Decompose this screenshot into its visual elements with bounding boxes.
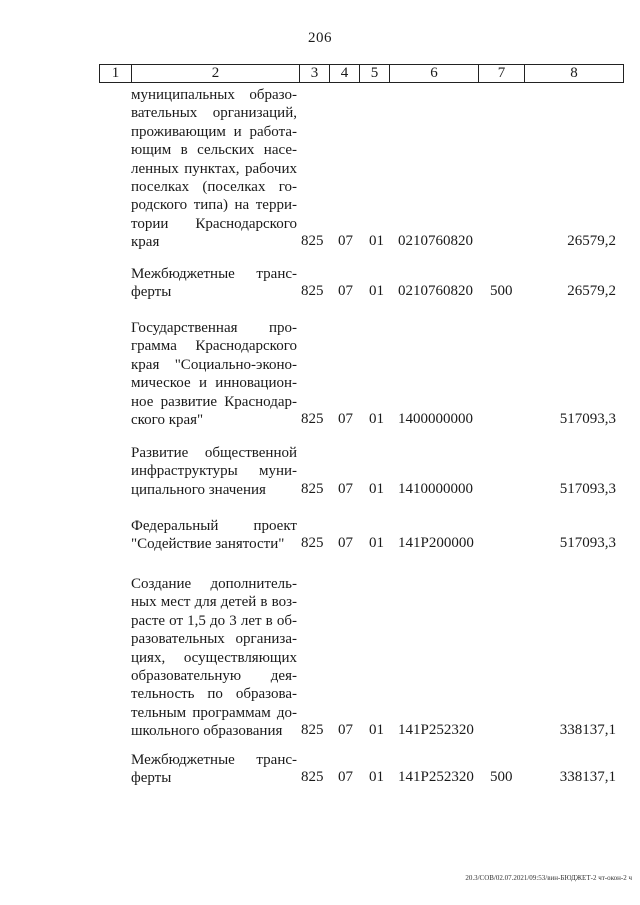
description-line: муниципальных образо-: [131, 87, 297, 103]
description-line: циях, осуществляющих: [131, 649, 297, 666]
description-line: Межбюджетные транс-: [131, 752, 297, 768]
description-line: ющим в сельских насе-: [131, 142, 297, 159]
header-col-8: 8: [570, 65, 578, 81]
description-line: тельность по образова-: [131, 686, 297, 703]
description-line: ского края": [131, 412, 204, 429]
cell-c8: 338137,1: [559, 769, 616, 786]
description-line: ленных пунктах, рабочих: [131, 160, 297, 177]
row-description: [131, 444, 297, 499]
cell-c6: 1410000000: [398, 480, 473, 497]
cell-c3: 825: [301, 480, 324, 497]
description-line: тельным программам до-: [131, 704, 297, 721]
header-col-2: 2: [132, 65, 300, 82]
description-line: "Содействие занятости": [131, 536, 285, 553]
cell-c6: 141P252320: [398, 722, 474, 739]
cell-c4: 07: [338, 769, 353, 786]
description-line: ферты: [131, 284, 172, 301]
cell-c5: 01: [369, 769, 384, 786]
cell-c6: 1400000000: [398, 411, 473, 427]
description-line: Создание дополнитель-: [131, 576, 297, 592]
cell-c4: 07: [338, 233, 353, 250]
cell-c8: 338137,1: [559, 722, 616, 739]
description-line: вательных организаций,: [131, 105, 297, 122]
description-line: родского типа) на терри-: [131, 197, 297, 214]
cell-c5: 01: [369, 411, 384, 427]
header-col-5: 5: [360, 65, 390, 82]
cell-c3: 825: [301, 535, 324, 552]
description-line: Межбюджетные транс-: [131, 266, 297, 282]
description-line: инфраструктуры муни-: [131, 463, 297, 480]
footer-stamp: 20.3/СОВ/02.07.2021/09:53/вин-БЮДЖЕТ-2 чт-окон-2 ч: [465, 874, 632, 882]
cell-c6: 141P252320: [398, 769, 474, 786]
cell-c5: 01: [369, 722, 384, 739]
cell-c3: 825: [301, 233, 324, 250]
cell-c5: 01: [369, 233, 384, 250]
description-line: ципального значения: [131, 481, 266, 498]
description-line: края "Социально-эконо-: [131, 356, 297, 373]
description-line: проживающим и работа-: [131, 123, 297, 140]
cell-c4: 07: [338, 722, 353, 739]
row-description: [131, 319, 297, 429]
description-line: ферты: [131, 770, 172, 787]
cell-c3: 825: [301, 769, 324, 786]
description-line: Федеральный проект: [131, 518, 297, 534]
description-line: грамма Краснодарского: [131, 338, 297, 355]
cell-c3: 825: [301, 722, 324, 739]
header-col-1: 1: [100, 65, 132, 82]
description-line: ных мест для детей в воз-: [131, 594, 297, 611]
description-line: тории Краснодарского: [131, 215, 297, 232]
cell-c4: 07: [338, 411, 353, 427]
row-description: [131, 86, 297, 252]
cell-c6: 0210760820: [398, 283, 473, 300]
table-header-row: [99, 64, 624, 83]
cell-c3: 825: [301, 411, 324, 427]
description-line: Развитие общественной: [131, 445, 297, 461]
cell-c4: 07: [338, 535, 353, 552]
description-line: ное развитие Краснодар-: [131, 393, 297, 410]
header-col-3: 3: [300, 65, 330, 82]
cell-c4: 07: [338, 283, 353, 300]
cell-c8: 517093,3: [559, 480, 616, 497]
cell-c4: 07: [338, 480, 353, 497]
row-description: [131, 575, 297, 741]
row-description: [131, 751, 297, 788]
cell-c8: 26579,2: [567, 283, 616, 300]
description-line: Государственная про-: [131, 320, 297, 336]
cell-c7: 500: [490, 769, 513, 786]
cell-c8: 517093,3: [559, 535, 616, 552]
cell-c3: 825: [301, 283, 324, 300]
cell-c6: 141P200000: [398, 535, 474, 552]
cell-c8: 26579,2: [567, 233, 616, 250]
description-line: поселках (поселках го-: [131, 179, 297, 196]
description-line: расте от 1,5 до 3 лет в об-: [131, 612, 297, 629]
description-line: разовательных организа-: [131, 631, 297, 648]
cell-c6: 0210760820: [398, 233, 473, 250]
cell-c7: 500: [490, 283, 513, 300]
cell-c5: 01: [369, 535, 384, 552]
row-description: [131, 265, 297, 302]
description-line: образовательную дея-: [131, 668, 297, 685]
cell-c5: 01: [369, 283, 384, 300]
cell-c8: 517093,3: [559, 411, 616, 427]
header-col-7: 7: [479, 65, 525, 82]
row-description: [131, 517, 297, 554]
description-line: края: [131, 234, 160, 251]
page-number: 206: [308, 30, 332, 46]
description-line: школьного образования: [131, 723, 283, 740]
header-col-6: 6: [390, 65, 479, 82]
header-col-4: 4: [330, 65, 360, 82]
cell-c5: 01: [369, 480, 384, 497]
description-line: мическое и инновацион-: [131, 375, 297, 392]
